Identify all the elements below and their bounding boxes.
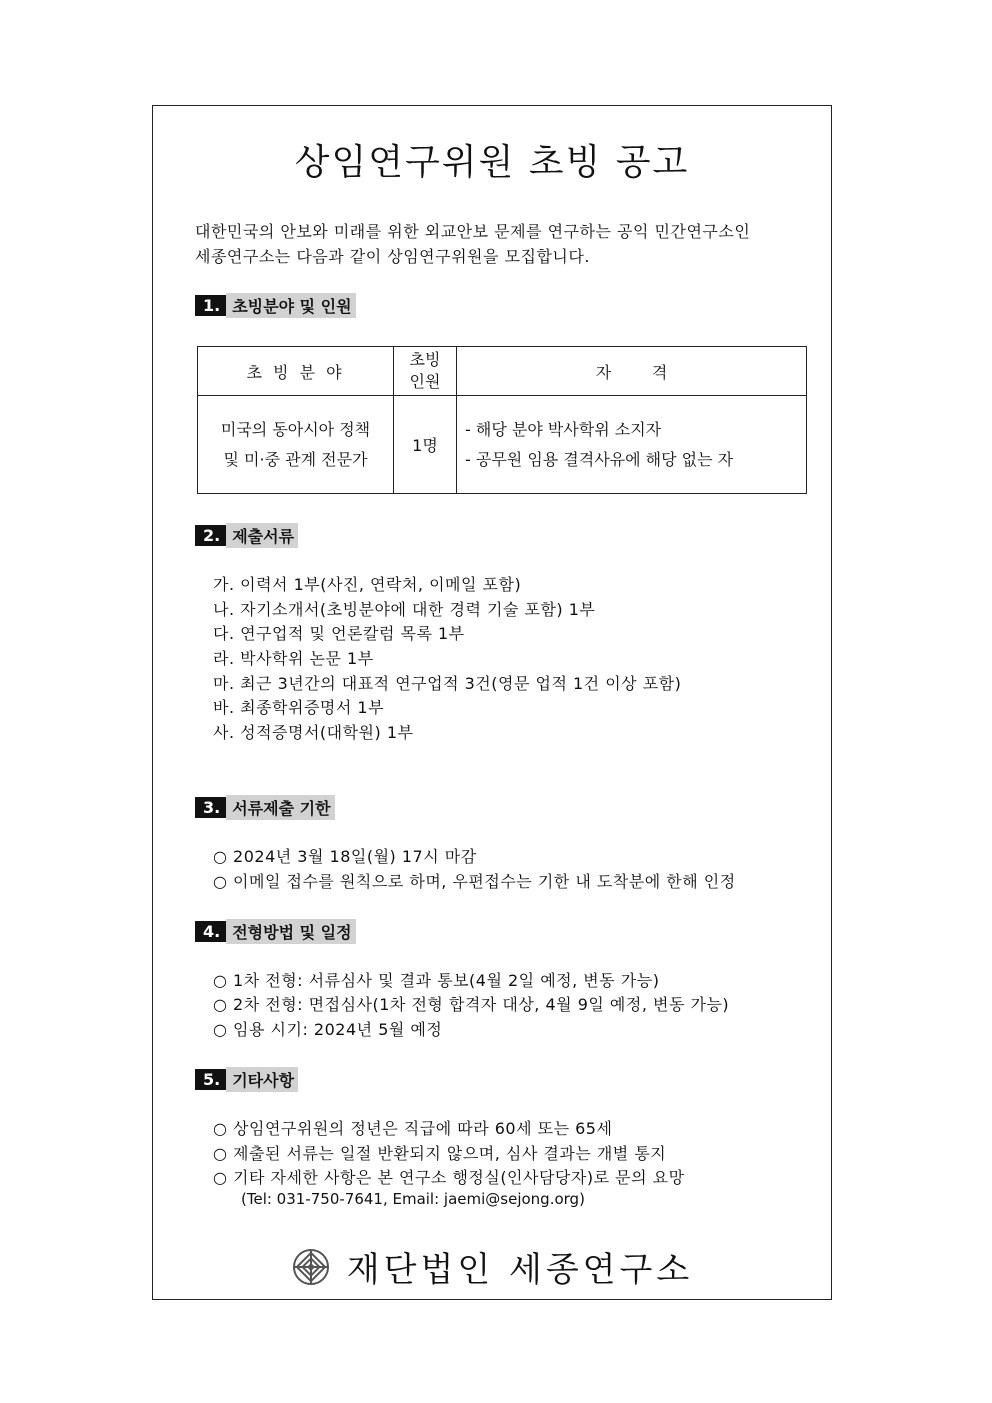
page-title: 상임연구위원 초빙 공고 [294, 142, 690, 183]
intro-line-1: 대한민국의 안보와 미래를 위한 외교안보 문제를 연구하는 공익 민간연구소인 [195, 222, 751, 241]
cell-qualifications [457, 396, 807, 494]
document-item: 나. 자기소개서(초빙분야에 대한 경력 기술 포함) 1부 [213, 600, 596, 619]
section-2-number: 2. [195, 525, 226, 546]
footer-organization [153, 1242, 831, 1291]
document-item: 바. 최종학위증명서 1부 [213, 698, 385, 717]
field-line-1: 미국의 동아시아 정책 [220, 419, 371, 439]
misc-item: ○ 상임연구위원의 정년은 직급에 따라 60세 또는 65세 [213, 1119, 613, 1138]
recruitment-table [197, 346, 807, 494]
header-count [394, 347, 457, 396]
misc-item: ○ 제출된 서류는 일절 반환되지 않으며, 심사 결과는 개별 통지 [213, 1144, 667, 1163]
sejong-emblem-icon [291, 1247, 331, 1287]
announcement-frame [152, 105, 832, 1300]
qualification-2: - 공무원 임용 결격사유에 해당 없는 자 [465, 449, 734, 469]
section-3-heading [195, 795, 335, 820]
section-2-label: 제출서류 [226, 523, 298, 548]
section-1-label: 초빙분야 및 인원 [226, 293, 355, 318]
section-4-label: 전형방법 및 일정 [226, 919, 355, 944]
document-item: 라. 박사학위 논문 1부 [213, 649, 374, 668]
section-4-heading [195, 919, 356, 944]
field-line-2: 및 미·중 관계 전문가 [223, 449, 368, 469]
document-item: 다. 연구업적 및 언론칼럼 목록 1부 [213, 624, 465, 643]
section-1-number: 1. [195, 295, 226, 316]
section-5-label: 기타사항 [226, 1067, 298, 1092]
section-1-heading [195, 293, 356, 318]
section-3-number: 3. [195, 797, 226, 818]
misc-item: ○ 기타 자세한 사항은 본 연구소 행정실(인사담당자)로 문의 요망 [213, 1168, 685, 1187]
qualification-1: - 해당 분야 박사학위 소지자 [465, 419, 662, 439]
section-5-heading [195, 1067, 298, 1092]
deadline-item: ○ 2024년 3월 18일(월) 17시 마감 [213, 847, 477, 866]
header-count-line-1: 초빙 [409, 350, 441, 369]
process-item: ○ 2차 전형: 면접심사(1차 전형 합격자 대상, 4월 9일 예정, 변동 가능) [213, 995, 730, 1014]
deadline-item: ○ 이메일 접수를 원칙으로 하며, 우편접수는 기한 내 도착분에 한해 인정 [213, 872, 736, 891]
cell-field [198, 396, 394, 494]
section-4-number: 4. [195, 921, 226, 942]
header-qualification: 자 격 [457, 347, 807, 396]
section-5-number: 5. [195, 1069, 226, 1090]
intro-line-2: 세종연구소는 다음과 같이 상임연구위원을 모집합니다. [195, 247, 590, 266]
contact-info: (Tel: 031-750-7641, Email: jaemi@sejong.org) [241, 1190, 585, 1208]
organization-name: 재단법인 세종연구소 [346, 1250, 694, 1290]
process-item: ○ 임용 시기: 2024년 5월 예정 [213, 1020, 443, 1039]
document-item: 마. 최근 3년간의 대표적 연구업적 3건(영문 업적 1건 이상 포함) [213, 674, 682, 693]
process-item: ○ 1차 전형: 서류심사 및 결과 통보(4월 2일 예정, 변동 가능) [213, 971, 660, 990]
document-item: 가. 이력서 1부(사진, 연락처, 이메일 포함) [213, 575, 522, 594]
section-3-label: 서류제출 기한 [226, 795, 334, 820]
document-item: 사. 성적증명서(대학원) 1부 [213, 723, 414, 742]
header-count-line-2: 인원 [409, 372, 441, 391]
cell-count: 1명 [394, 396, 457, 494]
section-2-heading [195, 523, 298, 548]
header-field: 초 빙 분 야 [198, 347, 394, 396]
